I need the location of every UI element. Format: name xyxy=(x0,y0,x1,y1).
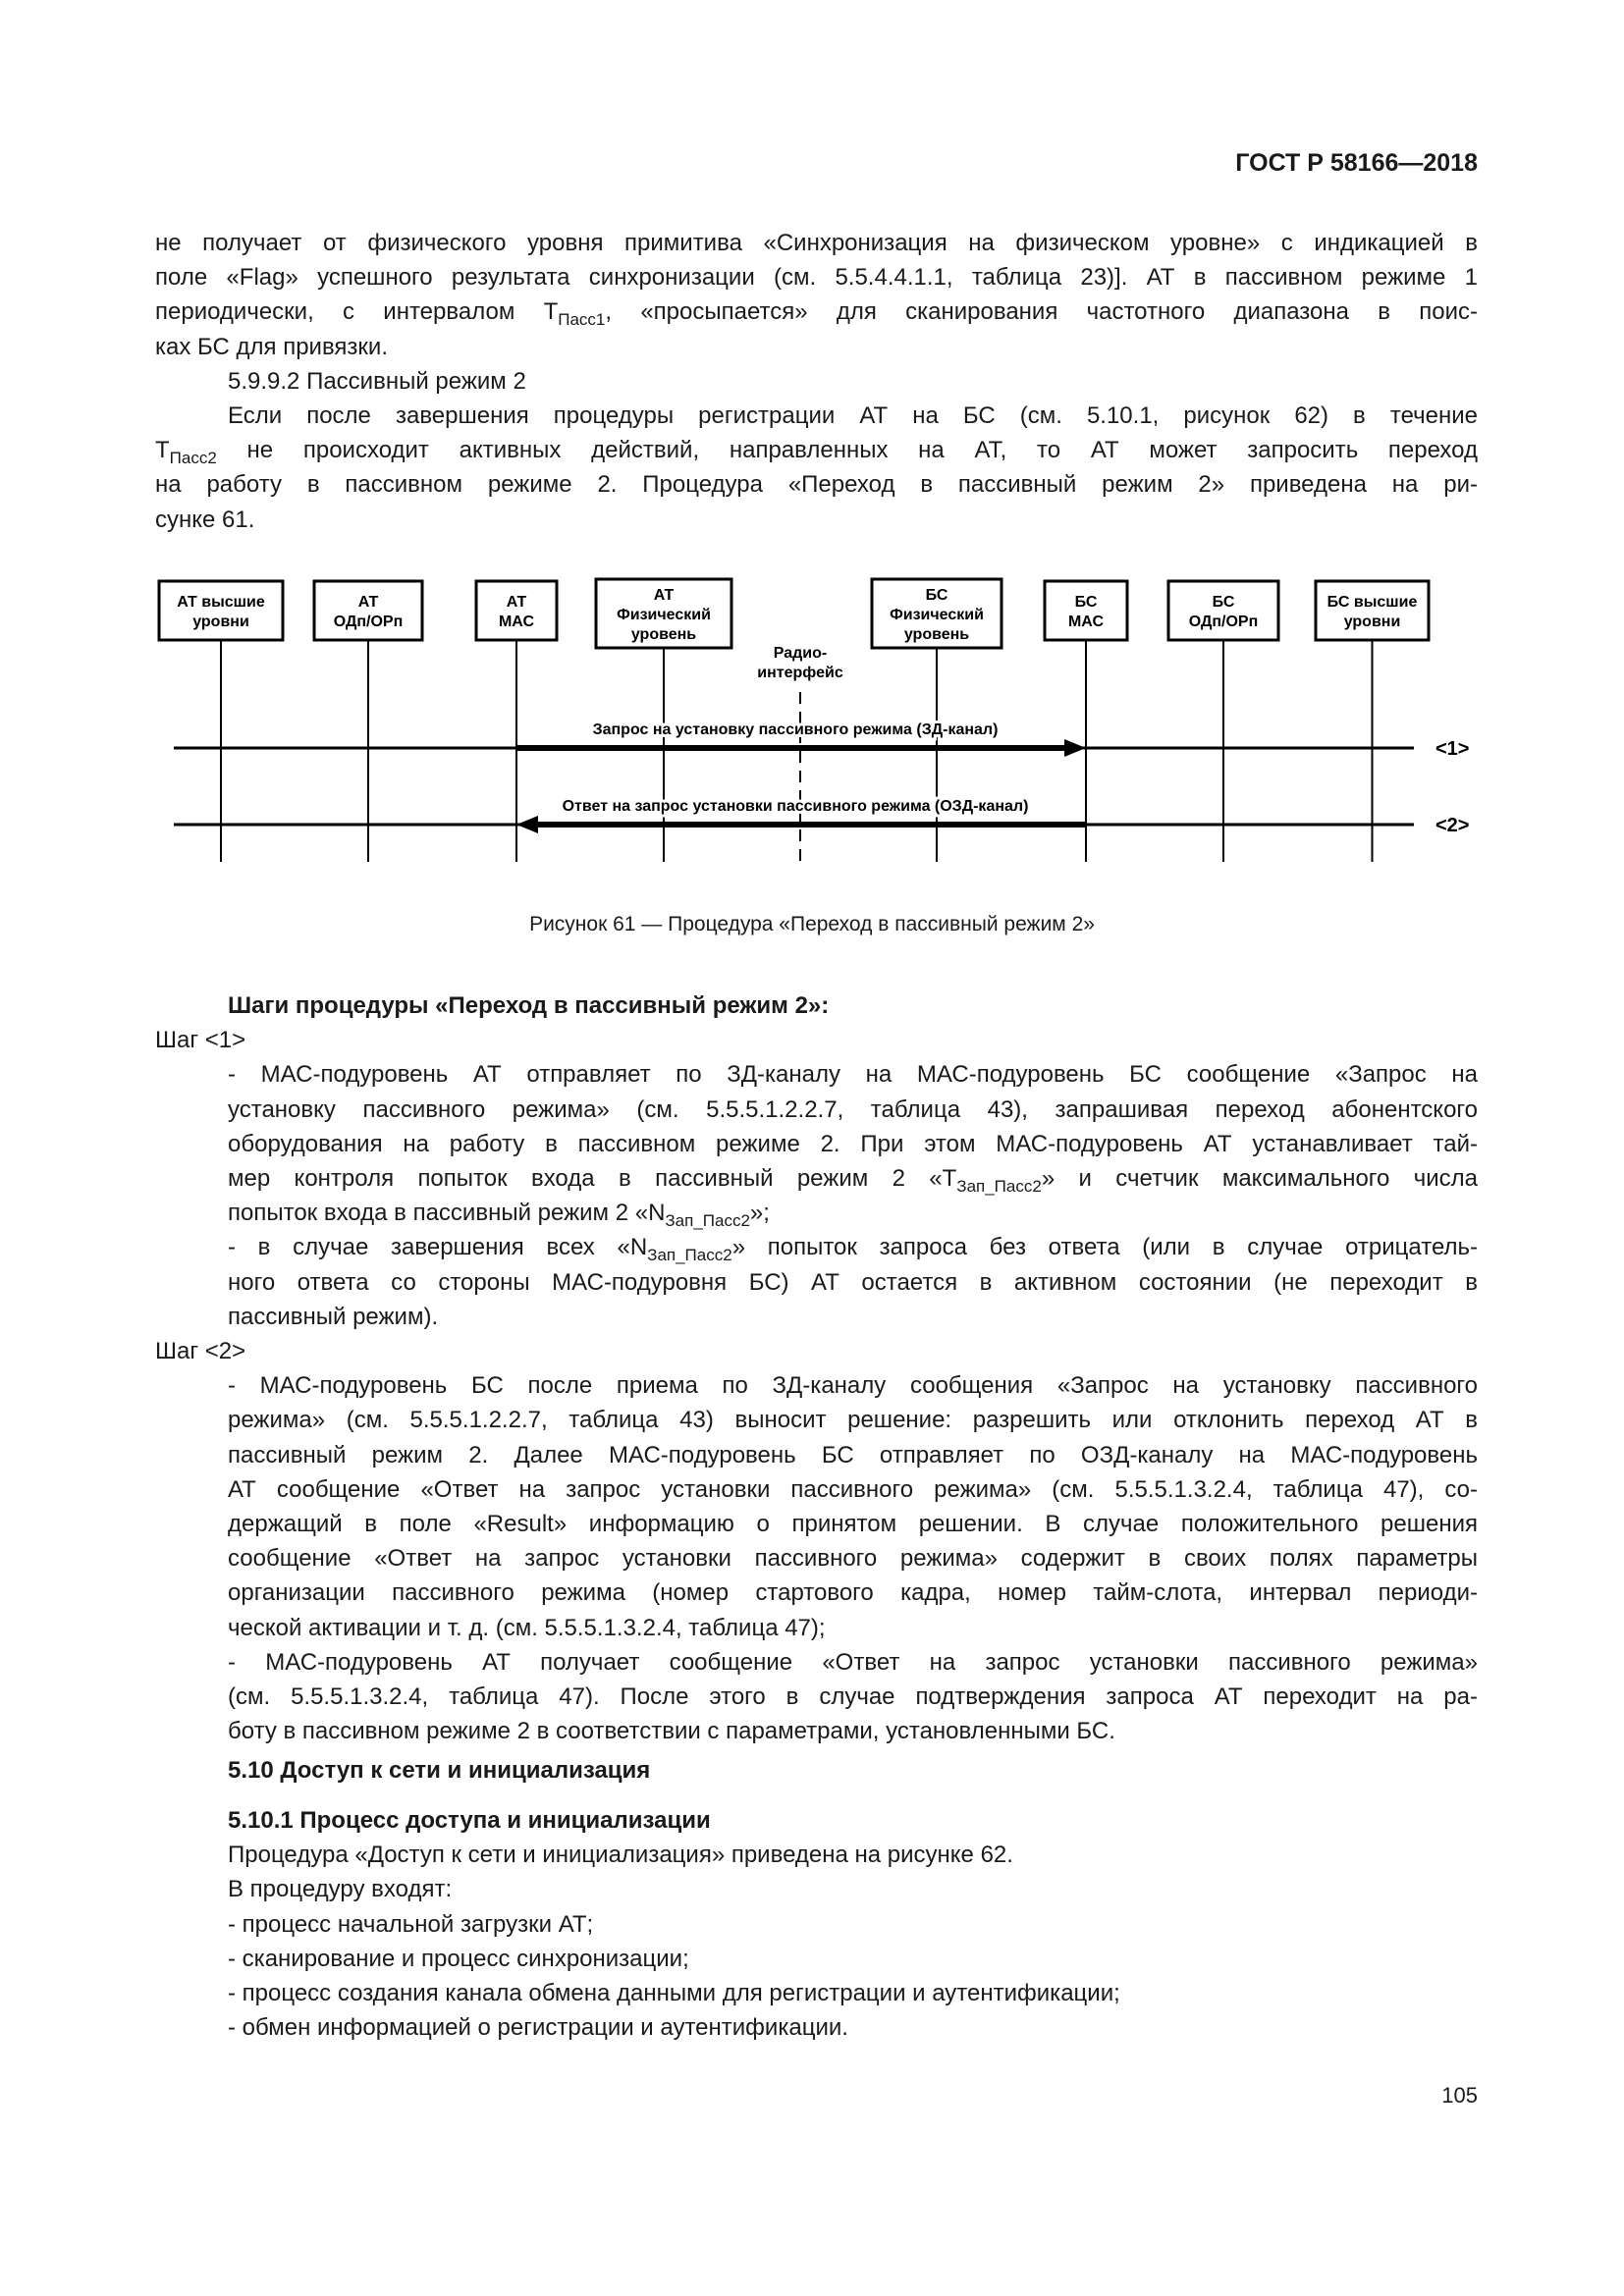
text-segment: ках БС для привязки. xyxy=(155,333,388,360)
text-line xyxy=(155,1507,1478,1541)
entity-label: БС xyxy=(1074,594,1098,611)
text-line xyxy=(155,1230,1478,1264)
text-line xyxy=(155,1438,1478,1472)
list-item: - процесс создания канала обмена данными для регистрации и аутентификации; xyxy=(228,1980,1120,2007)
paragraph-line: В процедуру входят: xyxy=(228,1876,453,1903)
list-item: - обмен информацией о регистрации и аутентификации. xyxy=(228,2014,848,2042)
entity-label: уровень xyxy=(630,626,697,643)
figure-caption: Рисунок 61 — Процедура «Переход в пассивный режим 2» xyxy=(529,913,1095,935)
section-heading: 5.10 Доступ к сети и инициализация xyxy=(228,1757,651,1784)
entity-box xyxy=(1168,581,1278,640)
text-line xyxy=(155,1472,1478,1507)
document-header: ГОСТ Р 58166—2018 xyxy=(1235,149,1478,177)
text-segment: Шаг <2> xyxy=(155,1338,246,1365)
text-line xyxy=(155,1265,1478,1300)
text-line xyxy=(155,1093,1478,1127)
step-marker: <2> xyxy=(1435,815,1470,836)
entity-label: МАС xyxy=(1067,614,1105,630)
text-segment: (см. 5.5.5.1.3.2.4, таблица 47). После этого в случае подтверждения запроса АТ переходит на ра- xyxy=(228,1683,1478,1711)
procedure-steps xyxy=(155,988,1478,1748)
text-line xyxy=(155,1680,1478,1714)
text-segment: на работу в пассивном режиме 2. Процедура «Переход в пассивный режим 2» приведена на ри- xyxy=(155,471,1478,499)
text-segment: Шаг <1> xyxy=(155,1027,246,1054)
arrowhead-left-icon xyxy=(516,816,538,833)
text-segment: установку пассивного режима» (см. 5.5.5.1.2.2.7, таблица 43), запрашивая переход абонентского xyxy=(228,1095,1478,1123)
entity-label: ОДп/ОРп xyxy=(1188,614,1259,630)
section-5-10 xyxy=(155,1753,1478,1788)
text-segment: попыток входа в пассивный режим 2 «N xyxy=(228,1200,666,1227)
text-segment: боту в пассивном режиме 2 в соответствии с параметрами, установленными БС. xyxy=(228,1718,1115,1745)
text-line xyxy=(155,1368,1478,1403)
paragraph-line: Процедура «Доступ к сети и инициализация» приведена на рисунке 62. xyxy=(228,1842,1013,1869)
text-line xyxy=(155,1714,1478,1748)
text-segment: пассивный режим 2. Далее МАС-подуровень БС отправляет по ОЗД-каналу на МАС-подуровень xyxy=(228,1441,1478,1468)
text-line xyxy=(155,1196,1478,1230)
text-segment: держащий в поле «Result» информацию о принятом решении. В случае положительного решения xyxy=(228,1511,1478,1538)
text-line xyxy=(155,1334,1478,1368)
text-line xyxy=(155,1057,1478,1092)
text-segment: периодически, с интервалом Т xyxy=(155,298,559,326)
entity-box xyxy=(1316,581,1429,640)
entity-label: ОДп/ОРп xyxy=(333,614,404,630)
text-segment: Если после завершения процедуры регистрации АТ на БС (см. 5.10.1, рисунок 62) в течение xyxy=(228,402,1478,430)
entity-box xyxy=(1045,581,1127,640)
text-segment: не происходит активных действий, направленных на АТ, то АТ может запросить переход xyxy=(216,437,1478,464)
message-label: Запрос на установку пассивного режима (ЗД-канал) xyxy=(592,721,999,738)
subscript: Пасс1 xyxy=(558,310,606,330)
text-segment: » попыток запроса без ответа (или в случае отрицатель- xyxy=(731,1234,1478,1261)
entity-label: АТ xyxy=(357,594,379,611)
entity-label: АТ xyxy=(653,587,675,604)
text-segment: - МАС-подуровень АТ получает сообщение «Ответ на запрос установки пассивного режима» xyxy=(228,1648,1478,1676)
text-segment: 5.9.9.2 Пассивный режим 2 xyxy=(228,367,526,395)
text-segment: пассивный режим). xyxy=(228,1303,439,1330)
text-line xyxy=(155,1575,1478,1610)
text-segment: - в случае завершения всех «N xyxy=(228,1234,648,1261)
text-segment: Т xyxy=(155,437,170,464)
text-segment: поле «Flag» успешного результата синхронизации (см. 5.5.4.4.1.1, таблица 23)]. АТ в пассивном режиме 1 xyxy=(155,264,1478,292)
entity-label: БС xyxy=(925,587,948,604)
entity-label: АТ высшие xyxy=(177,594,265,611)
text-segment: мер контроля попыток входа в пассивный режим 2 «Т xyxy=(228,1165,957,1193)
entity-label: Физический xyxy=(617,607,711,623)
entity-label: БС xyxy=(1212,594,1235,611)
subscript: Зап_Пасс2 xyxy=(647,1246,732,1265)
text-segment: режима» (см. 5.5.5.1.2.2.7, таблица 43) выносит решение: разрешить или отклонить переход АТ в xyxy=(228,1407,1478,1434)
text-segment: »; xyxy=(749,1200,770,1227)
text-segment: - МАС-подуровень БС после приема по ЗД-каналу сообщения «Запрос на установку пассивного xyxy=(228,1372,1478,1400)
text-segment: АТ сообщение «Ответ на запрос установки пассивного режима» (см. 5.5.5.1.3.2.4, таблица 47), со- xyxy=(228,1475,1478,1503)
entity-box xyxy=(314,581,422,640)
entity-label: АТ xyxy=(506,594,527,611)
entity-label: уровни xyxy=(192,614,249,630)
subscript: Зап_Пасс2 xyxy=(665,1211,750,1231)
text-line xyxy=(155,1645,1478,1680)
text-segment: сунке 61. xyxy=(155,506,255,533)
text-segment: организации пассивного режима (номер стартового кадра, номер тайм-слота, интервал периоди- xyxy=(228,1579,1478,1607)
section-5-10-1 xyxy=(155,1803,1478,2045)
text-segment: ного ответа со стороны МАС-подуровня БС) АТ остается в активном состоянии (не переходит в xyxy=(228,1268,1478,1296)
text-segment: оборудования на работу в пассивном режиме 2. При этом МАС-подуровень АТ устанавливает тай- xyxy=(228,1130,1478,1157)
text-segment: сообщение «Ответ на запрос установки пассивного режима» содержит в своих полях параметры xyxy=(228,1545,1478,1573)
subscript: Зап_Пасс2 xyxy=(956,1177,1042,1197)
text-segment: ческой активации и т. д. (см. 5.5.5.1.3.2.4, таблица 47); xyxy=(228,1614,826,1641)
text-line xyxy=(155,1541,1478,1575)
text-segment: » и счетчик максимального числа xyxy=(1041,1165,1478,1193)
entity-label: уровни xyxy=(1343,614,1401,630)
entity-label: Физический xyxy=(890,607,984,623)
subscript: Пасс2 xyxy=(169,449,217,468)
text-line xyxy=(155,1161,1478,1196)
entity-label: БС высшие xyxy=(1326,594,1418,611)
sequence-diagram xyxy=(0,0,1624,903)
list-item: - процесс начальной загрузки АТ; xyxy=(228,1910,594,1938)
list-item: - сканирование и процесс синхронизации; xyxy=(228,1945,689,1972)
entity-label: уровень xyxy=(903,626,970,643)
radio-interface-label: интерфейс xyxy=(757,665,843,681)
text-line xyxy=(155,1127,1478,1161)
page-number: 105 xyxy=(1441,2083,1478,2108)
text-line xyxy=(155,988,1478,1023)
entity-label: МАС xyxy=(498,614,535,630)
subsection-heading: 5.10.1 Процесс доступа и инициализации xyxy=(228,1807,711,1834)
text-segment: не получает от физического уровня примитива «Синхронизация на физическом уровне» с индикацией в xyxy=(155,230,1478,256)
message-label: Ответ на запрос установки пассивного режима (ОЗД-канал) xyxy=(562,798,1029,815)
text-line xyxy=(155,1403,1478,1437)
arrowhead-right-icon xyxy=(1064,739,1086,757)
text-line xyxy=(155,1300,1478,1334)
text-line xyxy=(155,1611,1478,1645)
entity-box xyxy=(159,581,283,640)
text-segment: - МАС-подуровень АТ отправляет по ЗД-каналу на МАС-подуровень БС сообщение «Запрос на xyxy=(228,1061,1478,1089)
entity-box xyxy=(476,581,557,640)
radio-interface-label: Радио- xyxy=(773,645,828,662)
step-marker: <1> xyxy=(1435,738,1470,760)
text-segment: , «просыпается» для сканирования частотного диапазона в поис- xyxy=(605,298,1478,326)
text-segment: Шаги процедуры «Переход в пассивный режим 2»: xyxy=(228,992,830,1019)
text-line xyxy=(155,1023,1478,1057)
